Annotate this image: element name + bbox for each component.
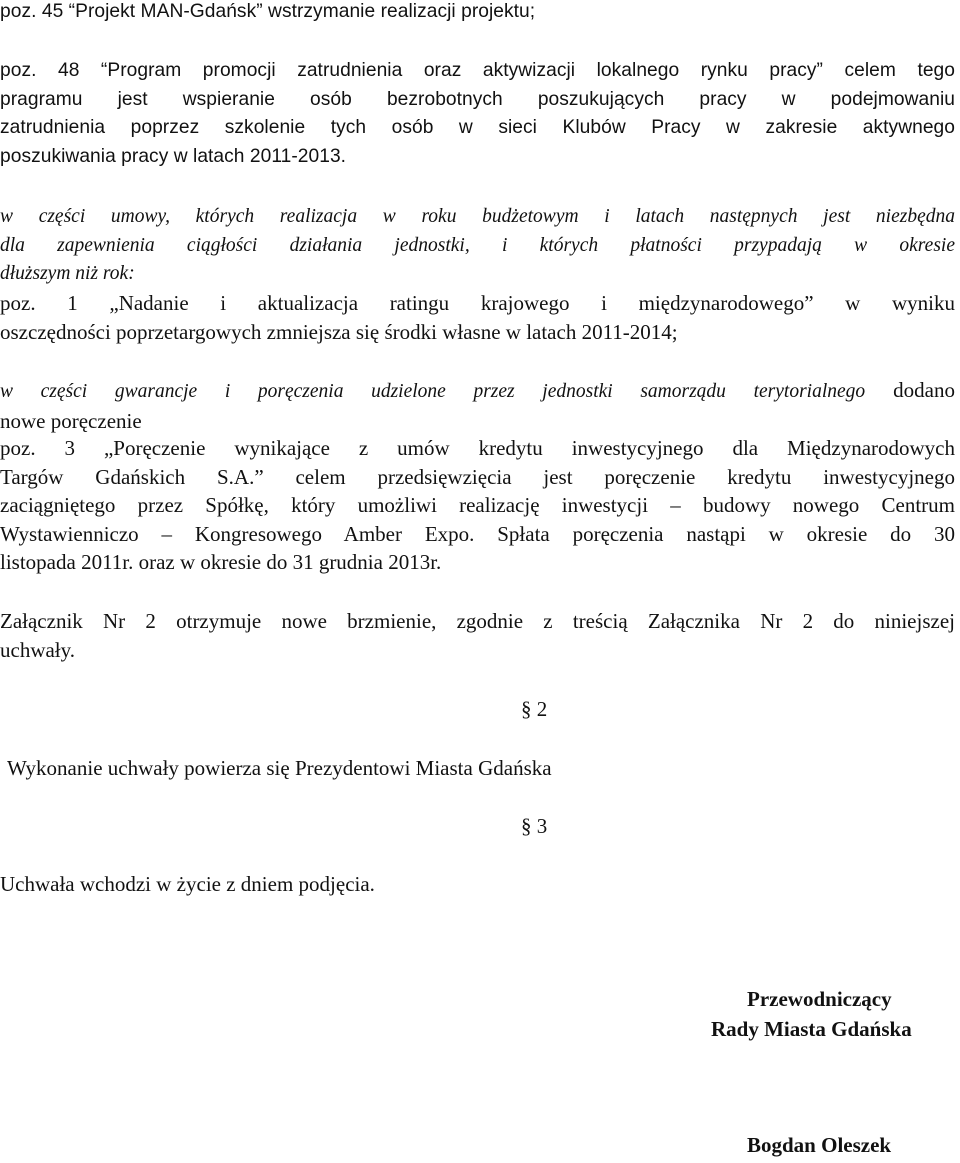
signature-title-line2: Rady Miasta Gdańska bbox=[711, 1017, 912, 1041]
attachment-line: uchwały. bbox=[0, 637, 76, 662]
item-48-line: poz. 48 “Program promocji zatrudnienia oraz aktywizacji lokalnego rynku pracy” celem tego bbox=[0, 60, 955, 81]
section-3-text: Uchwała wchodzi w życie z dniem podjęcia. bbox=[0, 872, 375, 896]
guarantees-heading-line bbox=[0, 376, 955, 407]
signature-title-line1: Przewodniczący bbox=[747, 987, 892, 1011]
item-48-line: poszukiwania pracy w latach 2011-2013. bbox=[0, 145, 347, 167]
item-1-line: poz. 1 „Nadanie i aktualizacja ratingu krajowego i międzynarodowego” w wyniku bbox=[0, 291, 955, 315]
item-3-line: Wystawienniczo – Kongresowego Amber Expo. Spłata poręczenia nastąpi w okresie do 30 bbox=[0, 521, 955, 546]
attachment-paragraph bbox=[0, 607, 955, 664]
contracts-heading-line: dla zapewnienia ciągłości działania jednostki, i których płatności przypadają w okresie bbox=[0, 234, 955, 256]
item-48-line: pragramu jest wspieranie osób bezrobotnych poszukujących pracy w podejmowaniu bbox=[0, 88, 955, 110]
item-48-paragraph bbox=[0, 57, 955, 171]
guarantees-heading-line2: nowe poręczenie bbox=[0, 408, 142, 433]
item-45-text: poz. 45 “Projekt MAN-Gdańsk” wstrzymanie realizacji projektu; bbox=[0, 1, 536, 22]
section-2-text: Wykonanie uchwały powierza się Prezydentowi Miasta Gdańska bbox=[7, 756, 552, 780]
item-1-paragraph bbox=[0, 289, 955, 346]
contracts-heading-line: w części umowy, których realizacja w roku budżetowym i latach następnych jest niezbędna bbox=[0, 206, 955, 227]
item-3-paragraph bbox=[0, 434, 955, 577]
item-1-line: oszczędności poprzetargowych zmniejsza się środki własne w latach 2011-2014; bbox=[0, 319, 678, 344]
contracts-heading bbox=[0, 203, 955, 289]
section-3-mark: § 3 bbox=[521, 814, 548, 838]
item-45 bbox=[0, 0, 535, 27]
guarantees-heading-normal: dodano bbox=[865, 378, 955, 402]
item-3-line: poz. 3 „Poręczenie wynikające z umów kredytu inwestycyjnego dla Międzynarodowych bbox=[0, 436, 955, 460]
contracts-heading-line: dłuższym niż rok: bbox=[0, 263, 135, 284]
attachment-line: Załącznik Nr 2 otrzymuje nowe brzmienie, zgodnie z treścią Załącznika Nr 2 do niniejszej bbox=[0, 609, 955, 633]
guarantees-heading-italic: w części gwarancje i poręczenia udzielone przez jednostki samorządu terytorialnego bbox=[0, 381, 866, 402]
guarantees-heading bbox=[0, 376, 955, 435]
signature-name: Bogdan Oleszek bbox=[747, 1133, 892, 1157]
item-3-line: Targów Gdańskich S.A.” celem przedsięwzięcia jest poręczenie kredytu inwestycyjnego bbox=[0, 464, 955, 489]
item-3-line: zaciągniętego przez Spółkę, który umożliwi realizację inwestycji – budowy nowego Centrum bbox=[0, 493, 955, 517]
section-2-mark: § 2 bbox=[521, 697, 548, 721]
item-3-line: listopada 2011r. oraz w okresie do 31 grudnia 2013r. bbox=[0, 550, 442, 574]
item-48-line: zatrudnienia poprzez szkolenie tych osób w sieci Klubów Pracy w zakresie aktywnego bbox=[0, 117, 955, 138]
